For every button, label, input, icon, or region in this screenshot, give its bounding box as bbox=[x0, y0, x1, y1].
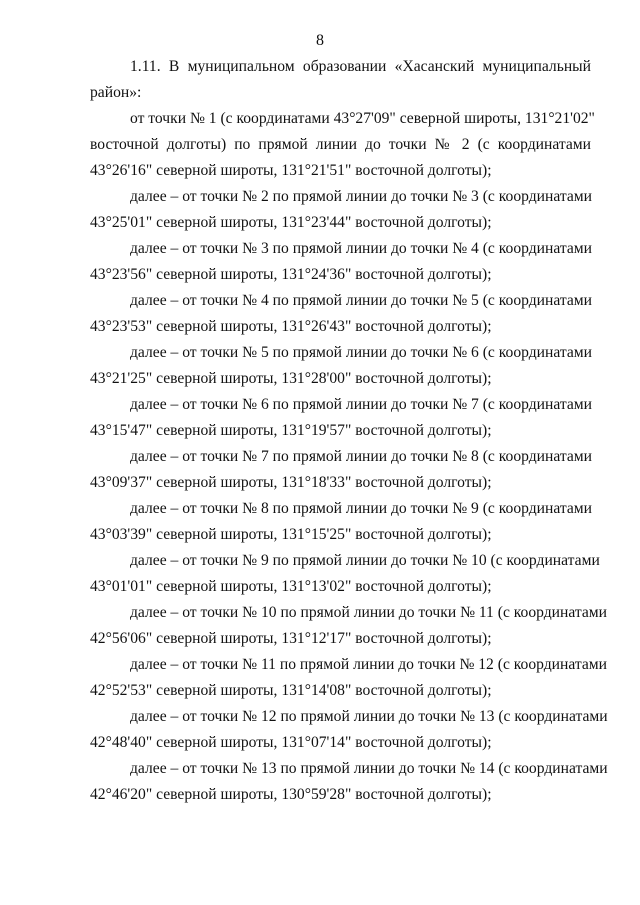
point-paragraph bbox=[90, 756, 608, 808]
section-heading-paragraph bbox=[90, 54, 591, 106]
paragraph-line: далее – от точки № 13 по прямой линии до точки № 14 (с координатами bbox=[130, 760, 608, 777]
point-paragraph bbox=[90, 548, 600, 600]
point-paragraph bbox=[90, 236, 591, 288]
paragraph-line: далее – от точки № 10 по прямой линии до точки № 11 (с координатами bbox=[130, 604, 608, 621]
point-paragraph bbox=[90, 652, 608, 704]
paragraph-line: 43°26'16" северной широты, 131°21'51" восточной долготы); bbox=[90, 162, 492, 179]
paragraph-line: 42°46'20" северной широты, 130°59'28" восточной долготы); bbox=[90, 786, 492, 803]
document-body bbox=[90, 54, 608, 808]
paragraph-line: восточной долготы) по прямой линии до точки № 2 (с координатами bbox=[90, 136, 591, 153]
point-paragraph bbox=[90, 444, 591, 496]
point-paragraph bbox=[90, 600, 608, 652]
paragraph-line: 43°25'01" северной широты, 131°23'44" восточной долготы); bbox=[90, 214, 492, 231]
paragraph-line: далее – от точки № 7 по прямой линии до точки № 8 (с координатами bbox=[130, 448, 593, 465]
paragraph-line: далее – от точки № 5 по прямой линии до точки № 6 (с координатами bbox=[130, 344, 593, 361]
paragraph-line: далее – от точки № 6 по прямой линии до точки № 7 (с координатами bbox=[130, 396, 593, 413]
paragraph-line: далее – от точки № 9 по прямой линии до точки № 10 (с координатами bbox=[130, 552, 600, 569]
paragraph-line: 43°15'47" северной широты, 131°19'57" восточной долготы); bbox=[90, 422, 492, 439]
paragraph-line: далее – от точки № 12 по прямой линии до точки № 13 (с координатами bbox=[130, 708, 608, 725]
point-paragraph bbox=[90, 340, 591, 392]
paragraph-line: далее – от точки № 11 по прямой линии до точки № 12 (с координатами bbox=[130, 656, 608, 673]
paragraph-line: 43°03'39" северной широты, 131°15'25" восточной долготы); bbox=[90, 526, 492, 543]
paragraph-line: далее – от точки № 2 по прямой линии до точки № 3 (с координатами bbox=[130, 188, 593, 205]
point-paragraph bbox=[90, 392, 591, 444]
paragraph-line: 43°23'56" северной широты, 131°24'36" восточной долготы); bbox=[90, 266, 492, 283]
paragraph-line: далее – от точки № 3 по прямой линии до точки № 4 (с координатами bbox=[130, 240, 593, 257]
paragraph-line: далее – от точки № 8 по прямой линии до точки № 9 (с координатами bbox=[130, 500, 593, 517]
paragraph-line: 1.11. В муниципальном образовании «Хасанский муниципальный bbox=[130, 58, 591, 75]
point-paragraph bbox=[90, 288, 591, 340]
point-paragraph bbox=[90, 106, 595, 184]
paragraph-line: 42°52'53" северной широты, 131°14'08" восточной долготы); bbox=[90, 682, 492, 699]
point-paragraph bbox=[90, 704, 608, 756]
paragraph-line: далее – от точки № 4 по прямой линии до точки № 5 (с координатами bbox=[130, 292, 593, 309]
paragraph-line: 43°09'37" северной широты, 131°18'33" восточной долготы); bbox=[90, 474, 492, 491]
point-paragraph bbox=[90, 496, 591, 548]
paragraph-line: 43°23'53" северной широты, 131°26'43" восточной долготы); bbox=[90, 318, 492, 335]
paragraph-line: 43°21'25" северной широты, 131°28'00" восточной долготы); bbox=[90, 370, 492, 387]
paragraph-line: от точки № 1 (с координатами 43°27'09" северной широты, 131°21'02" bbox=[130, 110, 595, 127]
paragraph-line: 42°56'06" северной широты, 131°12'17" восточной долготы); bbox=[90, 630, 492, 647]
paragraph-line: район»: bbox=[90, 84, 142, 101]
paragraph-line: 42°48'40" северной широты, 131°07'14" восточной долготы); bbox=[90, 734, 492, 751]
point-paragraph bbox=[90, 184, 591, 236]
paragraph-line: 43°01'01" северной широты, 131°13'02" восточной долготы); bbox=[90, 578, 492, 595]
page-number: 8 bbox=[316, 32, 324, 49]
